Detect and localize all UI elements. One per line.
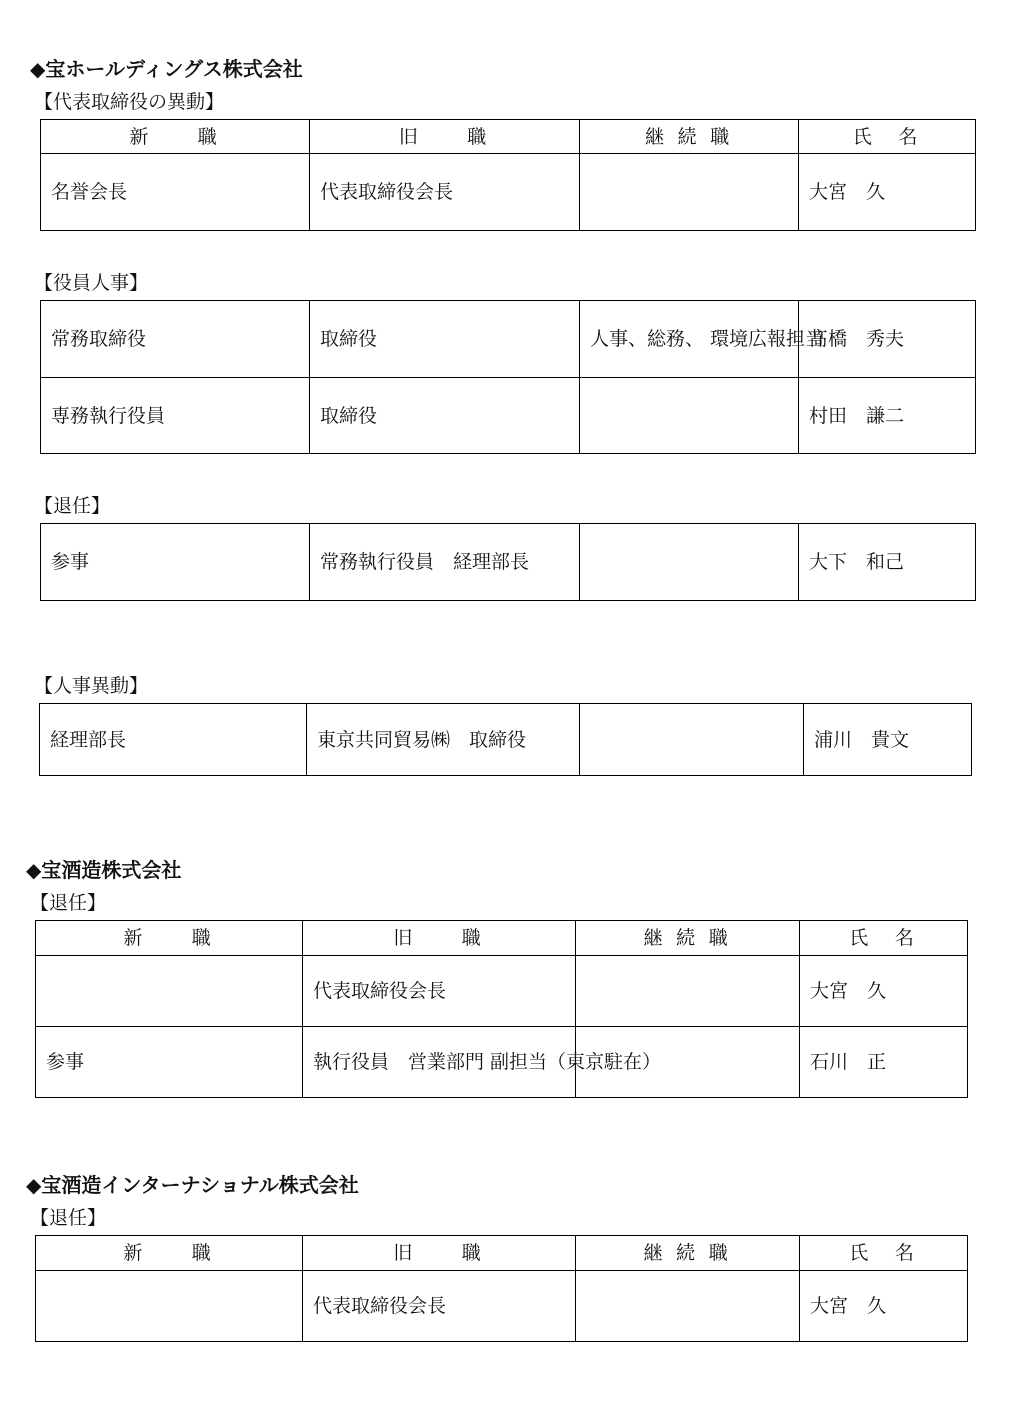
table-row bbox=[41, 524, 976, 601]
cell-old-position: 取締役 bbox=[310, 378, 580, 454]
cell-new-position: 参事 bbox=[41, 524, 310, 601]
header-old-position: 旧 職 bbox=[310, 120, 580, 154]
header-new-position: 新 職 bbox=[36, 1236, 303, 1271]
cell-old-position: 常務執行役員 経理部長 bbox=[310, 524, 580, 601]
section-title-retirement: 【退任】 bbox=[34, 495, 111, 517]
table-personnel bbox=[39, 703, 972, 776]
table-retirement-holdings bbox=[40, 523, 976, 601]
section-title-retirement-intl: 【退任】 bbox=[30, 1207, 107, 1229]
cell-continued-position: 人事、総務、 環境広報担当 bbox=[580, 301, 799, 378]
table-row bbox=[41, 378, 976, 454]
cell-new-position: 名誉会長 bbox=[41, 154, 310, 231]
cell-new-position: 常務取締役 bbox=[41, 301, 310, 378]
company-title-holdings: ◆宝ホールディングス株式会社 bbox=[30, 57, 303, 81]
header-new-position: 新 職 bbox=[36, 921, 303, 956]
header-new-position: 新 職 bbox=[41, 120, 310, 154]
header-continued-position: 継 続 職 bbox=[576, 921, 800, 956]
table-row bbox=[36, 956, 968, 1027]
cell-continued-position bbox=[580, 378, 799, 454]
cell-continued-position bbox=[580, 704, 804, 776]
table-row bbox=[40, 704, 972, 776]
header-name: 氏 名 bbox=[800, 921, 968, 956]
cell-continued-position bbox=[576, 956, 800, 1027]
cell-name: 石川 正 bbox=[800, 1027, 968, 1098]
company-title-intl: ◆宝酒造インターナショナル株式会社 bbox=[26, 1173, 359, 1197]
cell-old-position: 取締役 bbox=[310, 301, 580, 378]
table-rep-change bbox=[40, 119, 976, 231]
table-officers bbox=[40, 300, 976, 454]
section-title-officers: 【役員人事】 bbox=[34, 272, 149, 294]
cell-name: 浦川 貴文 bbox=[804, 704, 972, 776]
cell-new-position bbox=[36, 956, 303, 1027]
cell-continued-position bbox=[576, 1271, 800, 1342]
header-name: 氏 名 bbox=[799, 120, 976, 154]
cell-name: 大宮 久 bbox=[799, 154, 976, 231]
table-row bbox=[36, 1271, 968, 1342]
cell-continued-position bbox=[580, 524, 799, 601]
table-header-row bbox=[36, 921, 968, 956]
table-retirement-intl bbox=[35, 1235, 968, 1342]
table-row bbox=[36, 1027, 968, 1098]
table-retirement-shuzo bbox=[35, 920, 968, 1098]
cell-old-position: 東京共同貿易㈱ 取締役 bbox=[307, 704, 580, 776]
header-continued-position: 継 続 職 bbox=[576, 1236, 800, 1271]
table-row bbox=[41, 301, 976, 378]
cell-new-position: 参事 bbox=[36, 1027, 303, 1098]
cell-old-position: 執行役員 営業部門 副担当（東京駐在） bbox=[303, 1027, 576, 1098]
header-continued-position: 継 続 職 bbox=[580, 120, 799, 154]
cell-new-position: 経理部長 bbox=[40, 704, 307, 776]
cell-name: 村田 謙二 bbox=[799, 378, 976, 454]
cell-new-position: 専務執行役員 bbox=[41, 378, 310, 454]
table-row bbox=[41, 154, 976, 231]
cell-name: 大下 和己 bbox=[799, 524, 976, 601]
section-title-personnel: 【人事異動】 bbox=[34, 675, 149, 697]
cell-name: 髙橋 秀夫 bbox=[799, 301, 976, 378]
company-title-shuzo: ◆宝酒造株式会社 bbox=[26, 858, 182, 882]
section-title-rep-change: 【代表取締役の異動】 bbox=[34, 91, 225, 113]
cell-name: 大宮 久 bbox=[800, 956, 968, 1027]
table-header-row bbox=[41, 120, 976, 154]
cell-name: 大宮 久 bbox=[800, 1271, 968, 1342]
cell-continued-position bbox=[580, 154, 799, 231]
cell-old-position: 代表取締役会長 bbox=[303, 956, 576, 1027]
cell-new-position bbox=[36, 1271, 303, 1342]
table-header-row bbox=[36, 1236, 968, 1271]
header-old-position: 旧 職 bbox=[303, 1236, 576, 1271]
cell-old-position: 代表取締役会長 bbox=[310, 154, 580, 231]
cell-old-position: 代表取締役会長 bbox=[303, 1271, 576, 1342]
header-old-position: 旧 職 bbox=[303, 921, 576, 956]
section-title-retirement-shuzo: 【退任】 bbox=[30, 892, 107, 914]
header-name: 氏 名 bbox=[800, 1236, 968, 1271]
